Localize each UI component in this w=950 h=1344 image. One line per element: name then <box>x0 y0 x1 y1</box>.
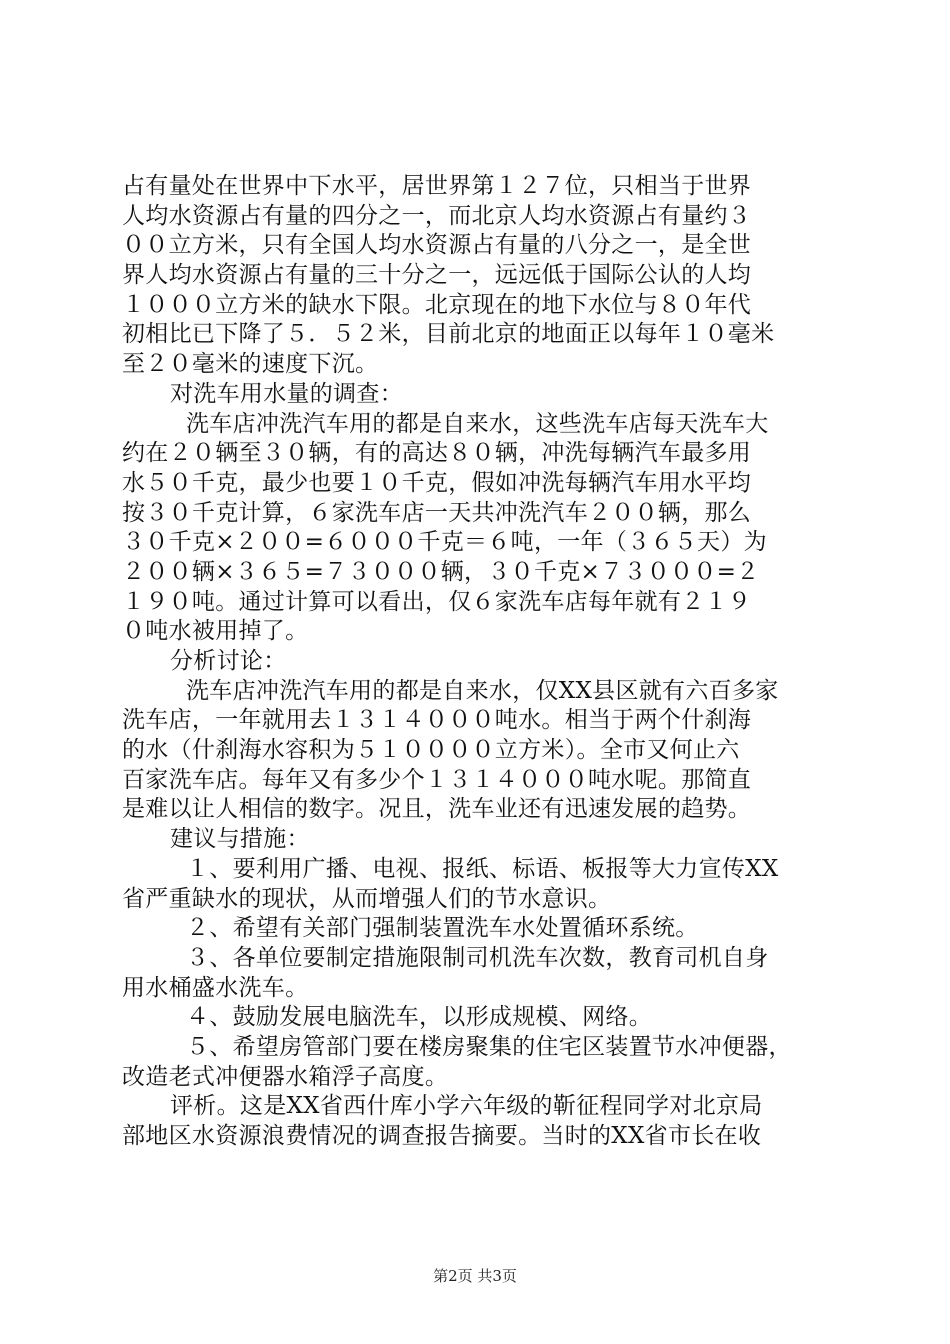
text-line: 部地区水资源浪费情况的调查报告摘要。当时的XX省市长在收 <box>122 1123 762 1149</box>
list-item: ５、希望房管部门要在楼房聚集的住宅区装置节水冲便器， <box>186 1033 792 1060</box>
text-line: 初相比已下降了５．５２米，目前北京的地面正以每年１０毫米 <box>122 321 775 348</box>
text-line: 界人均水资源占有量的三十分之一，远远低于国际公认的人均 <box>122 262 752 289</box>
text-line: 洗车店，一年就用去１３１４０００吨水。相当于两个什刹海 <box>122 707 752 734</box>
text-line: 改造老式冲便器水箱浮子高度。 <box>122 1063 449 1090</box>
list-item: １、要利用广播、电视、报纸、标语、板报等大力宣传XX <box>186 855 779 882</box>
page-footer: 第2页 共3页 <box>433 1267 517 1285</box>
text-line: 水５０千克，最少也要１０千克，假如冲洗每辆汽车用水平均 <box>122 469 752 496</box>
text-line: 用水桶盛水洗车。 <box>122 974 309 1001</box>
text-line: １９０吨。通过计算可以看出，仅６家洗车店每年就有２１９ <box>122 588 752 615</box>
text-line: 占有量处在世界中下水平，居世界第１２７位，只相当于世界 <box>122 173 752 199</box>
text-line: ００立方米，只有全国人均水资源占有量的八分之一，是全世 <box>122 232 752 259</box>
text-line: 洗车店冲洗汽车用的都是自来水，仅XX县区就有六百多家 <box>186 677 779 704</box>
list-item: ２、希望有关部门强制装置洗车水处置循环系统。 <box>186 915 699 942</box>
text-line: 约在２０辆至３０辆，有的高达８０辆，冲洗每辆汽车最多用 <box>122 440 752 467</box>
text-line: 是难以让人相信的数字。况且，洗车业还有迅速发展的趋势。 <box>122 796 752 823</box>
document-body <box>122 172 840 1152</box>
list-item: ３、各单位要制定措施限制司机洗车次数，教育司机自身 <box>186 944 769 971</box>
text-line: １０００立方米的缺水下限。北京现在的地下水位与８０年代 <box>122 291 752 318</box>
text-line: 百家洗车店。每年又有多少个１３１４０００吨水呢。那简直 <box>122 766 752 793</box>
text-line: 按３０千克计算，６家洗车店一天共冲洗汽车２００辆，那么 <box>122 499 752 526</box>
text-line: 评析。这是XX省西什库小学六年级的靳征程同学对北京局 <box>170 1093 763 1120</box>
list-item: ４、鼓励发展电脑洗车，以形成规模、网络。 <box>186 1004 652 1031</box>
text-line: 省严重缺水的现状，从而增强人们的节水意识。 <box>122 885 612 912</box>
text-line: 洗车店冲洗汽车用的都是自来水，这些洗车店每天洗车大 <box>186 410 769 437</box>
section-heading: 建议与措施： <box>170 826 310 853</box>
section-heading: 分析讨论： <box>170 648 287 674</box>
text-line: 人均水资源占有量的四分之一，而北京人均水资源占有量约３ <box>122 202 752 229</box>
text-line: 至２０毫米的速度下沉。 <box>122 351 379 378</box>
section-heading: 对洗车用水量的调查： <box>170 380 403 407</box>
text-line: ０吨水被用掉了。 <box>122 618 309 645</box>
text-line: 的水（什刹海水容积为５１００００立方米）。全市又何止六 <box>122 737 740 764</box>
text-line: ３０千克×２００=６０００千克＝６吨，一年（３６５天）为 <box>122 529 767 556</box>
text-line: ２００辆×３６５=７３０００辆，３０千克×７３０００=２ <box>122 558 760 585</box>
